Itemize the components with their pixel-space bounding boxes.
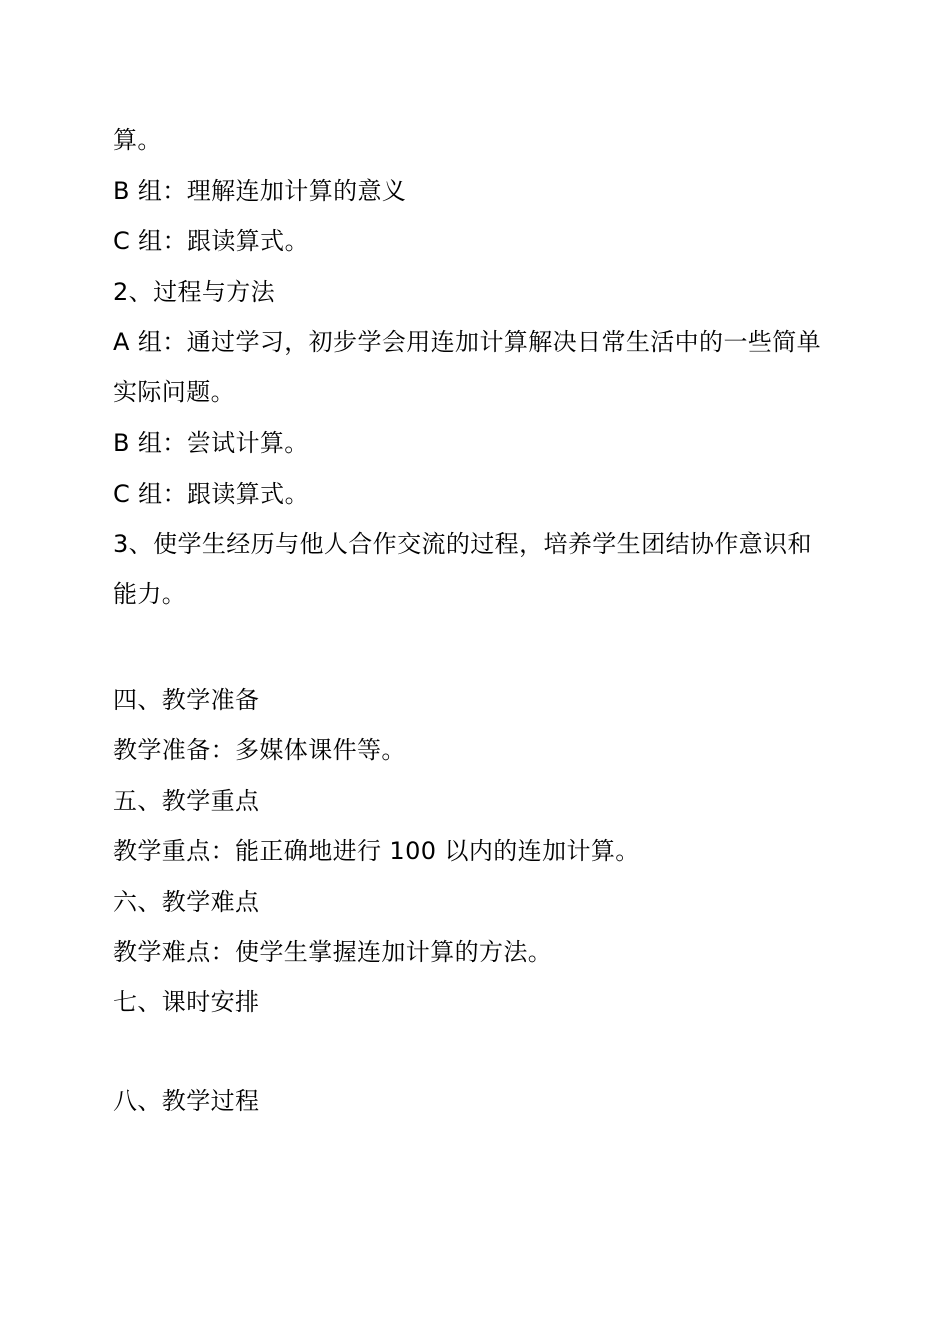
text-line: 3、使学生经历与他人合作交流的过程，培养学生团结协作意识和	[113, 530, 812, 558]
text-line: 教学难点：使学生掌握连加计算的方法。	[113, 938, 553, 966]
text-line: B 组：尝试计算。	[113, 429, 309, 457]
text-line: C 组：跟读算式。	[113, 227, 309, 255]
text-line: 实际问题。	[113, 378, 235, 406]
text-line: 算。	[113, 126, 162, 154]
text-line: C 组：跟读算式。	[113, 480, 309, 508]
text-line: 教学重点：能正确地进行 100 以内的连加计算。	[113, 837, 640, 865]
section-heading: 四、教学准备	[113, 686, 260, 714]
section-heading: 七、课时安排	[113, 988, 260, 1016]
section-heading: 2、过程与方法	[113, 278, 276, 306]
text-line: A 组：通过学习，初步学会用连加计算解决日常生活中的一些简单	[113, 328, 822, 356]
text-line: B 组：理解连加计算的意义	[113, 177, 407, 205]
section-heading: 八、教学过程	[113, 1087, 260, 1115]
section-heading: 六、教学难点	[113, 888, 260, 916]
text-line: 教学准备：多媒体课件等。	[113, 736, 406, 764]
text-line: 能力。	[113, 580, 187, 608]
section-heading: 五、教学重点	[113, 787, 260, 815]
